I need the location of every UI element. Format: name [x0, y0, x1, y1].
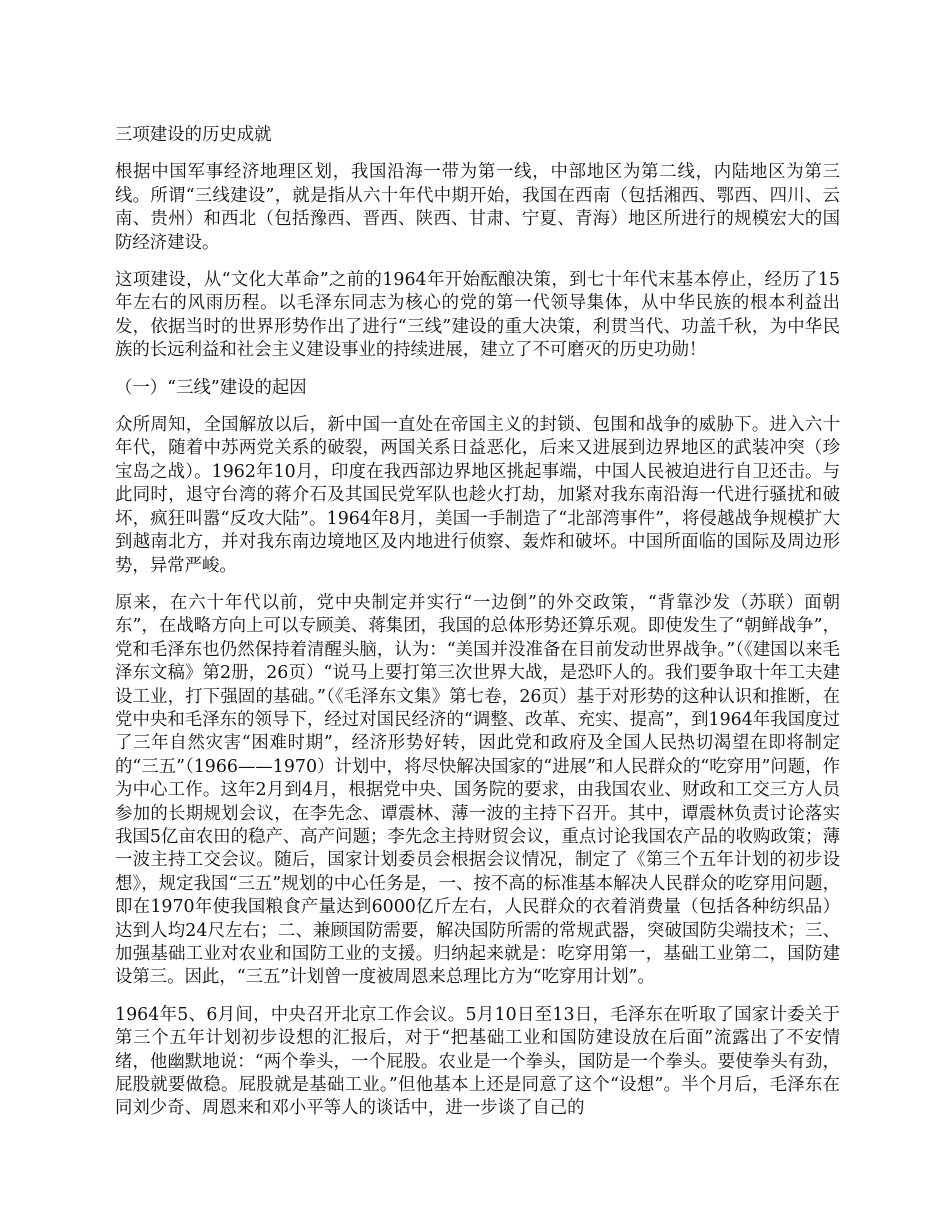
paragraph-intro-1: 根据中国军事经济地理区划，我国沿海一带为第一线，中部地区为第二线，内陆地区为第三线。所谓“三线建设”，就是指从六十年代中期开始，我国在西南（包括湘西、鄂西、四川、云南、贵州）和西北（包括豫西、晋西、陕西、甘肃、宁夏、青海）地区所进行的规模宏大的国防经济建设。: [115, 162, 840, 253]
document-title: 三项建设的历史成就: [115, 125, 272, 145]
paragraph-section-1: 众所周知，全国解放以后，新中国一直处在帝国主义的封锁、包围和战争的威胁下。进入六十年代，随着中苏两党关系的破裂，两国关系日益恶化，后来又进展到边界地区的武装冲突（珍宝岛之战）。1962年10月，印度在我西部边界地区挑起事端，中国人民被迫进行自卫还击。与此同时，退守台湾的蒋介石及其国民党军队也趁火打劫，加紧对我东南沿海一代进行骚扰和破坏，疯狂叫嚣“反攻大陆”。1964年8月，美国一手制造了“北部湾事件”，将侵越战争规模扩大到越南北方，并对我东南边境地区及内地进行侦察、轰炸和破坏。中国所面临的国际及周边形势，异常严峻。: [115, 415, 840, 576]
paragraph-section-3: 1964年5、6月间，中央召开北京工作会议。5月10日至13日，毛泽东在听取了国家计委关于第三个五年计划初步设想的汇报后，对于“把基础工业和国防建设放在后面”流露出了不安情绪，他幽默地说：“两个拳头，一个屁股。农业是一个拳头，国防是一个拳头。要使拳头有劲，屁股就要做稳。屁股就是基础工业。”但他基本上还是同意了这个“设想”。半个月后，毛泽东在同刘少奇、周恩来和邓小平等人的谈话中，进一步谈了自己的: [115, 1004, 840, 1119]
paragraph-intro-2: 这项建设，从“文化大革命”之前的1964年开始酝酿决策，到七十年代末基本停止，经历了15年左右的风雨历程。以毛泽东同志为核心的党的第一代领导集体，从中华民族的根本利益出发，依据当时的世界形势作出了进行“三线”建设的重大决策，利贯当代、功盖千秋，为中华民族的长远利益和社会主义建设事业的持续进展，建立了不可磨灭的历史功勋！: [115, 270, 840, 361]
section-heading: （一）“三线”建设的起因: [115, 377, 307, 398]
paragraph-section-2: 原来，在六十年代以前，党中央制定并实行“一边倒”的外交政策，“背靠沙发（苏联）面朝东”，在战略方向上可以专顾美、蒋集团，我国的总体形势还算乐观。即使发生了“朝鲜战争”，党和毛泽东也仍然保持着清醒头脑，认为：“美国并没准备在目前发动世界战争。”（《建国以来毛泽东文稿》第2册，26页）“说马上要打第三次世界大战，是恐吓人的。我们要争取十年工夫建设工业，打下强固的基础。”（《毛泽东文集》第七卷，26页）基于对形势的这种认识和推断，在党中央和毛泽东的领导下，经过对国民经济的“调整、改革、充实、提高”，到1964年我国度过了三年自然灾害“困难时期”，经济形势好转，因此党和政府及全国人民热切渴望在即将制定的“三五”（1966——1970）计划中，将尽快解决国家的“进展”和人民群众的“吃穿用”问题，作为中心工作。这年2月到4月，根据党中央、国务院的要求，由我国农业、财政和工交三方人员参加的长期规划会议，在李先念、谭震林、薄一波的主持下召开。其中，谭震林负责讨论落实我国5亿亩农田的稳产、高产问题；李先念主持财贸会议，重点讨论我国农产品的收购政策；薄一波主持工交会议。随后，国家计划委员会根据会议情况，制定了《第三个五年计划的初步设想》，规定我国“三五”规划的中心任务是，一、按不高的标准基本解决人民群众的吃穿用问题，即在1970年使我国粮食产量达到6000亿斤左右，人民群众的衣着消费量（包括各种纺织品）达到人均24尺左右；二、兼顾国防需要，解决国防所需的常规武器，突破国防尖端技术；三、加强基础工业对农业和国防工业的支援。归纳起来就是：吃穿用第一，基础工业第二，国防建设第三。因此，“三五”计划曾一度被周恩来总理比方为“吃穿用计划”。: [115, 592, 840, 988]
document-page: [115, 124, 840, 1135]
